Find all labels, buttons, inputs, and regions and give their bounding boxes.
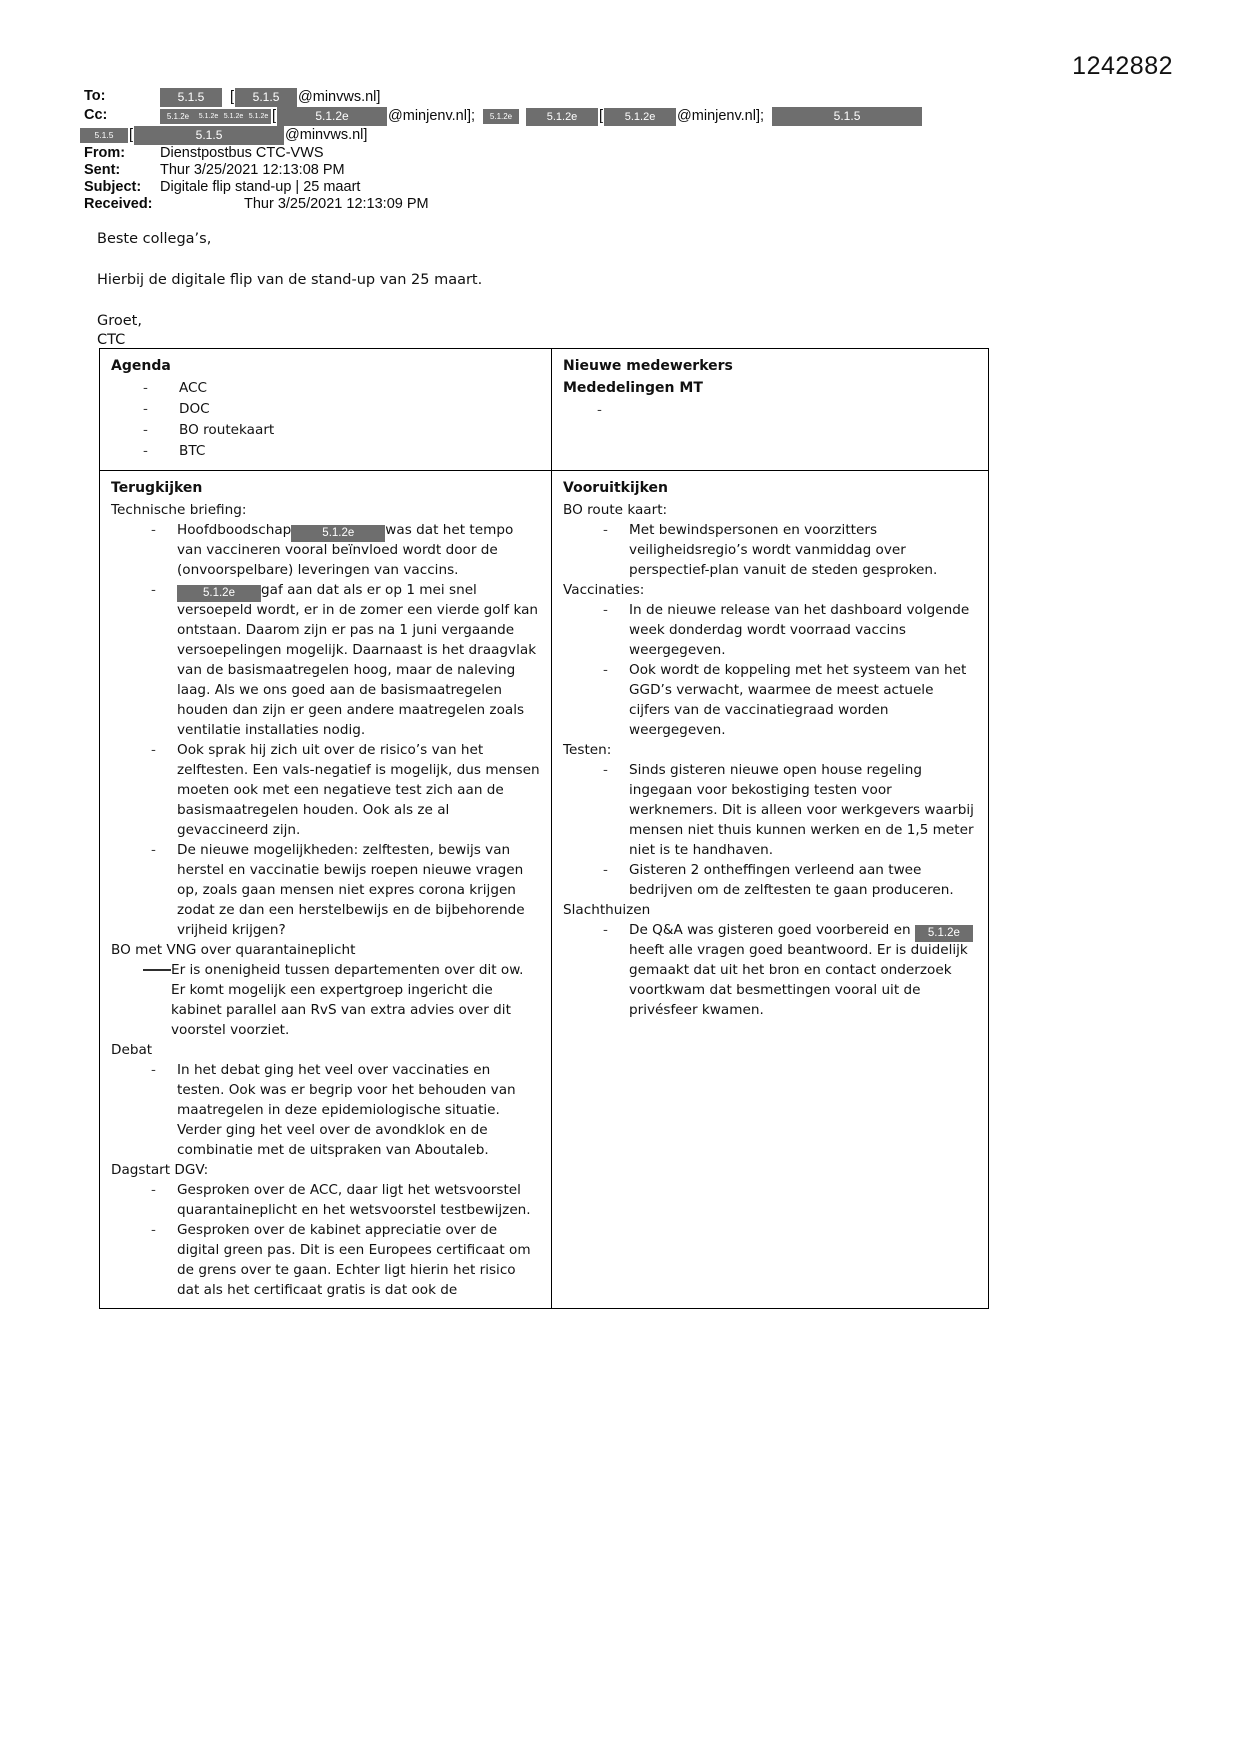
email-body (97, 230, 997, 350)
list-item: Er is onenigheid tussen departementen over dit ow. Er komt mogelijk een expertgroep ingericht die kabinet parallel aan RvS van extra advies over dit voorstel voorziet. (111, 960, 541, 1040)
greeting-text: Beste collega’s, (97, 231, 212, 247)
list-item: - Gesproken over de kabinet appreciatie over de digital green pas. Dit is een Europees certificaat om de grens over te gaan. Echter ligt hierin het risico dat als het certificaat gratis is dat ook de (111, 1220, 541, 1300)
terugkijken-list (111, 960, 541, 1040)
list-item: - ACC (111, 378, 541, 399)
list-item: - BTC (111, 441, 541, 462)
list-item (111, 520, 541, 580)
list-item: - Ook wordt de koppeling met het systeem van het GGD’s verwacht, waarmee de meest actuele cijfers van de vaccinatiegraad worden weergegeven. (563, 660, 978, 740)
flip-table (99, 348, 989, 1309)
list-item (111, 580, 541, 740)
nieuwe-medewerkers-cell (552, 349, 989, 471)
received-value: Thur 3/25/2021 12:13:09 PM (244, 196, 429, 212)
vooruitkijken-title: Vooruitkijken (563, 480, 668, 496)
terugkijken-heading: BO met VNG over quarantaineplicht (111, 942, 356, 958)
cc-label: Cc: (84, 107, 108, 123)
signoff-line-1: Groet, (97, 313, 142, 329)
terugkijken-heading: Debat (111, 1042, 153, 1058)
table-row-top (100, 349, 989, 471)
redaction-chip: 5.1.2e (915, 925, 973, 942)
agenda-title: Agenda (111, 358, 171, 374)
mededelingen-mt-dash: - (597, 402, 602, 418)
cc-value-line-2 (80, 126, 1084, 145)
list-item-post: heeft alle vragen goed beantwoord. Er is duidelijk gemaakt dat uit het bron en contact onderzoek voortkwam dat besmettingen vooral uit de privésfeer kwamen. (629, 942, 968, 1018)
terugkijken-heading: Dagstart DGV: (111, 1162, 209, 1178)
email-header-to-row (84, 88, 1084, 107)
cc-bracket-3: [ (129, 127, 134, 143)
list-item: - BO routekaart (111, 420, 541, 441)
subject-label: Subject: (84, 179, 142, 195)
vooruitkijken-list (563, 920, 978, 1020)
list-item: - In het debat ging het veel over vaccinaties en testen. Ook was er begrip voor het behouden van maatregelen in deze epidemiologische situatie. Verder ging het veel over de avondklok en de combinatie met de uitspraken van Aboutaleb. (111, 1060, 541, 1160)
to-bracket: [ (230, 89, 235, 105)
list-item-post: was dat het tempo van vaccineren vooral beïnvloed wordt door de (onvoorspelbare) leveringen van vaccins. (177, 522, 514, 578)
terugkijken-cell (100, 471, 552, 1309)
terugkijken-list (111, 520, 541, 940)
vooruitkijken-heading: BO route kaart: (563, 502, 668, 518)
list-item-pre: De Q&A was gisteren goed voorbereid en (629, 922, 911, 938)
redaction-chip: 5.1.2e (604, 108, 676, 126)
to-domain: @minvws.nl] (298, 89, 381, 105)
vooruitkijken-heading: Vaccinaties: (563, 582, 645, 598)
received-label: Received: (84, 196, 153, 212)
nieuwe-medewerkers-title: Nieuwe medewerkers (563, 358, 733, 374)
vooruitkijken-list (563, 520, 978, 580)
redaction-chip: 5.1.5 (80, 128, 128, 143)
redaction-chip: 5.1.5 (134, 126, 284, 145)
vooruitkijken-list (563, 760, 978, 900)
list-item: - Sinds gisteren nieuwe open house regeling ingegaan voor bekostiging testen voor werknemers. Dit is alleen voor werkgevers waarbij mensen niet thuis kunnen werken en de 1,5 meter niet is te handhaven. (563, 760, 978, 860)
cc-domain-1: @minjenv.nl]; (388, 108, 476, 124)
email-header-received-row (84, 196, 1084, 213)
cc-domain-2: @minjenv.nl]; (677, 108, 765, 124)
redaction-chip: 5.1.2e (483, 109, 519, 124)
from-value: Dienstpostbus CTC-VWS (160, 145, 324, 161)
redaction-chip: 5.1.2e (526, 108, 598, 126)
cc-value-line-1 (160, 107, 1084, 126)
redaction-chip: 5.1.2e (221, 109, 246, 124)
list-item: - De nieuwe mogelijkheden: zelftesten, bewijs van herstel en vaccinatie bewijs roepen nieuwe vragen op, zoals gaan mensen niet expres corona krijgen zodat ze dan een herstelbewijs en de bijbehorende vrijheid krijgen? (111, 840, 541, 940)
email-header (84, 88, 1084, 213)
redaction-chip: 5.1.2e (291, 525, 385, 542)
cc-domain-3: @minvws.nl] (285, 127, 368, 143)
mededelingen-mt-title: Mededelingen MT (563, 380, 703, 396)
agenda-list (111, 378, 541, 462)
redaction-chip: 5.1.2e (196, 109, 221, 124)
to-label: To: (84, 88, 106, 104)
redaction-chip: 5.1.2e (177, 585, 261, 602)
redaction-chip: 5.1.2e (160, 109, 196, 124)
agenda-cell (100, 349, 552, 471)
vooruitkijken-list (563, 600, 978, 740)
sent-label: Sent: (84, 162, 121, 178)
vooruitkijken-cell (552, 471, 989, 1309)
redaction-chip: 5.1.2e (277, 107, 387, 126)
redaction-chip: 5.1.5 (160, 88, 222, 107)
email-header-subject-row (84, 179, 1084, 196)
list-item: - In de nieuwe release van het dashboard volgende week donderdag wordt voorraad vaccins weergegeven. (563, 600, 978, 660)
sent-value: Thur 3/25/2021 12:13:08 PM (160, 162, 345, 178)
table-row-bottom (100, 471, 989, 1309)
terugkijken-list (111, 1060, 541, 1160)
list-item: - DOC (111, 399, 541, 420)
list-item (563, 920, 978, 1020)
list-item: - Ook sprak hij zich uit over de risico’s van het zelftesten. Een vals-negatief is mogelijk, dus mensen moeten ook met een negatieve test zich aan de basismaatregelen houden. Ook als ze al gevaccineerd zijn. (111, 740, 541, 840)
to-value (160, 88, 1084, 107)
subject-value: Digitale flip stand-up | 25 maart (160, 179, 361, 195)
list-item-pre: Hoofdboodschap (177, 522, 292, 538)
list-item: - Gisteren 2 ontheffingen verleend aan twee bedrijven om de zelftesten te gaan produceren. (563, 860, 978, 900)
cc-bracket-2: [ (599, 108, 604, 124)
intro-text: Hierbij de digitale flip van de stand-up van 25 maart. (97, 272, 483, 288)
vooruitkijken-heading: Testen: (563, 742, 612, 758)
vooruitkijken-heading: Slachthuizen (563, 902, 651, 918)
terugkijken-heading: Technische briefing: (111, 502, 247, 518)
email-header-cc-row (84, 107, 1084, 126)
signoff-line-2: CTC (97, 332, 126, 348)
redaction-chip: 5.1.5 (772, 107, 922, 126)
email-header-from-row (84, 145, 1084, 162)
terugkijken-list (111, 1180, 541, 1300)
cc-bracket-1: [ (272, 108, 277, 124)
document-number: 1242882 (1072, 52, 1173, 80)
from-label: From: (84, 145, 126, 161)
list-item: - Gesproken over de ACC, daar ligt het wetsvoorstel quarantaineplicht en het wetsvoorstel testbewijzen. (111, 1180, 541, 1220)
terugkijken-title: Terugkijken (111, 480, 203, 496)
redaction-chip: 5.1.5 (235, 88, 297, 107)
list-item-post: gaf aan dat als er op 1 mei snel versoepeld wordt, er in de zomer een vierde golf kan ontstaan. Daarom zijn er pas na 1 juni vergaande versoepelingen mogelijk. Daarnaast is het draagvlak van de basismaatregelen hoog, maar de naleving laag. Als we ons goed aan de basismaatregelen houden dan zijn er geen andere maatregelen zoals ventilatie installaties nodig. (177, 582, 539, 738)
email-header-sent-row (84, 162, 1084, 179)
list-item: - Met bewindspersonen en voorzitters veiligheidsregio’s wordt vanmiddag over perspectief-plan vanuit de steden gesproken. (563, 520, 978, 580)
redaction-chip: 5.1.2e (246, 109, 271, 124)
